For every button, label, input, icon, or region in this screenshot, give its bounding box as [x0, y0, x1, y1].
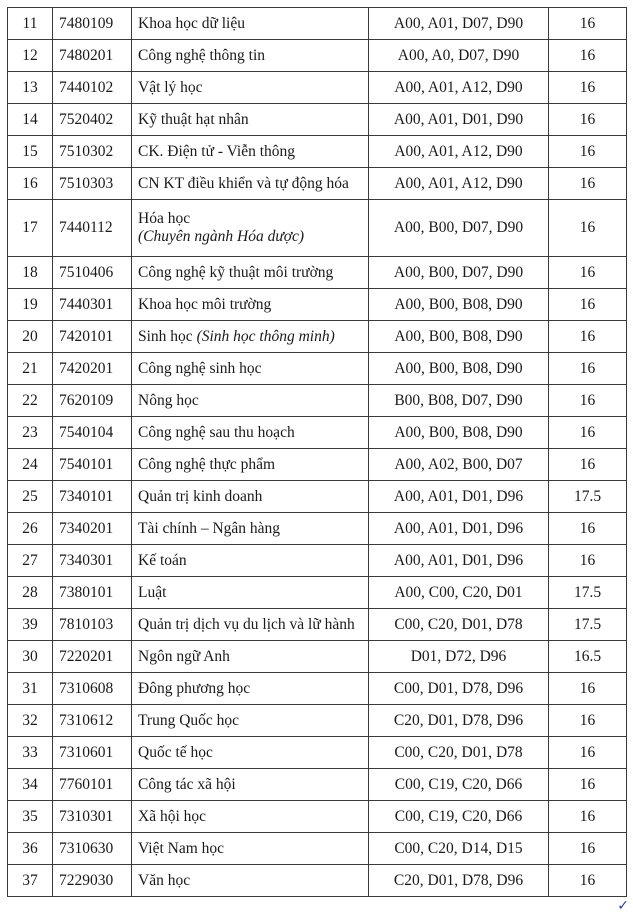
benchmark-score: 16 — [549, 737, 627, 769]
program-name: Công tác xã hội — [132, 769, 369, 801]
table-row — [8, 104, 627, 136]
row-number: 25 — [8, 481, 53, 513]
program-name-note: (Sinh học thông minh) — [196, 327, 335, 345]
subject-combinations: A00, B00, B08, D90 — [369, 353, 549, 385]
subject-combinations: A00, A02, B00, D07 — [369, 449, 549, 481]
table-row — [8, 449, 627, 481]
row-number: 36 — [8, 833, 53, 865]
program-name: Công nghệ thực phẩm — [132, 449, 369, 481]
program-code: 7340101 — [53, 481, 132, 513]
table-row — [8, 40, 627, 72]
program-code: 7540104 — [53, 417, 132, 449]
program-code: 7510302 — [53, 136, 132, 168]
subject-combinations: C20, D01, D78, D96 — [369, 865, 549, 897]
table-row — [8, 417, 627, 449]
program-code: 7520402 — [53, 104, 132, 136]
subject-combinations: A00, A01, D01, D96 — [369, 481, 549, 513]
program-code: 7420101 — [53, 321, 132, 353]
program-name — [132, 321, 369, 353]
row-number: 31 — [8, 673, 53, 705]
program-name: Trung Quốc học — [132, 705, 369, 737]
benchmark-score: 17.5 — [549, 577, 627, 609]
benchmark-score: 16 — [549, 72, 627, 104]
subject-combinations: A00, B00, B08, D90 — [369, 289, 549, 321]
row-number: 18 — [8, 257, 53, 289]
table-row — [8, 136, 627, 168]
program-name: Vật lý học — [132, 72, 369, 104]
row-number: 15 — [8, 136, 53, 168]
program-code: 7440112 — [53, 200, 132, 257]
benchmark-score: 16 — [549, 417, 627, 449]
subject-combinations: A00, B00, B08, D90 — [369, 417, 549, 449]
subject-combinations: A00, A01, A12, D90 — [369, 72, 549, 104]
subject-combinations: B00, B08, D07, D90 — [369, 385, 549, 417]
program-name: Công nghệ thông tin — [132, 40, 369, 72]
program-code: 7340301 — [53, 545, 132, 577]
row-number: 13 — [8, 72, 53, 104]
program-name: Kế toán — [132, 545, 369, 577]
program-code: 7510406 — [53, 257, 132, 289]
program-name: Quản trị dịch vụ du lịch và lữ hành — [132, 609, 369, 641]
row-number: 21 — [8, 353, 53, 385]
row-number: 33 — [8, 737, 53, 769]
program-code: 7620109 — [53, 385, 132, 417]
program-code: 7540101 — [53, 449, 132, 481]
benchmark-score: 16 — [549, 865, 627, 897]
benchmark-score: 17.5 — [549, 609, 627, 641]
row-number: 34 — [8, 769, 53, 801]
subject-combinations: C00, C20, D01, D78 — [369, 737, 549, 769]
subject-combinations: A00, A01, D07, D90 — [369, 8, 549, 40]
benchmark-score: 16 — [549, 104, 627, 136]
subject-combinations: A00, B00, D07, D90 — [369, 200, 549, 257]
subject-combinations: A00, A01, A12, D90 — [369, 136, 549, 168]
table-row — [8, 737, 627, 769]
row-number: 35 — [8, 801, 53, 833]
benchmark-score: 16 — [549, 200, 627, 257]
program-name: Khoa học dữ liệu — [132, 8, 369, 40]
table-row — [8, 545, 627, 577]
row-number: 26 — [8, 513, 53, 545]
program-code: 7420201 — [53, 353, 132, 385]
program-code: 7310612 — [53, 705, 132, 737]
benchmark-score: 17.5 — [549, 481, 627, 513]
table-row — [8, 200, 627, 257]
subject-combinations: C00, C19, C20, D66 — [369, 801, 549, 833]
benchmark-score: 16 — [549, 257, 627, 289]
program-name-text: Hóa học — [138, 210, 191, 227]
table-row — [8, 641, 627, 673]
table-row — [8, 168, 627, 200]
subject-combinations: C00, C19, C20, D66 — [369, 769, 549, 801]
program-name: Nông học — [132, 385, 369, 417]
table-body — [8, 8, 627, 897]
table-row — [8, 289, 627, 321]
table-row — [8, 353, 627, 385]
program-code: 7760101 — [53, 769, 132, 801]
benchmark-score: 16 — [549, 385, 627, 417]
benchmark-score: 16 — [549, 8, 627, 40]
row-number: 22 — [8, 385, 53, 417]
program-name: Quốc tế học — [132, 737, 369, 769]
subject-combinations: C00, C20, D14, D15 — [369, 833, 549, 865]
row-number: 17 — [8, 200, 53, 257]
program-name: Công nghệ sinh học — [132, 353, 369, 385]
row-number: 30 — [8, 641, 53, 673]
table-row — [8, 321, 627, 353]
table-row — [8, 801, 627, 833]
subject-combinations: D01, D72, D96 — [369, 641, 549, 673]
program-name: CN KT điều khiển và tự động hóa — [132, 168, 369, 200]
row-number: 23 — [8, 417, 53, 449]
program-name: Tài chính – Ngân hàng — [132, 513, 369, 545]
program-name: Xã hội học — [132, 801, 369, 833]
row-number: 32 — [8, 705, 53, 737]
subject-combinations: A00, A01, D01, D90 — [369, 104, 549, 136]
table-row — [8, 609, 627, 641]
row-number: 19 — [8, 289, 53, 321]
program-name-note: (Chuyên ngành Hóa dược) — [138, 228, 305, 245]
program-name: CK. Điện tử - Viễn thông — [132, 136, 369, 168]
program-name: Văn học — [132, 865, 369, 897]
table-row — [8, 385, 627, 417]
row-number: 24 — [8, 449, 53, 481]
check-mark-icon: ✓ — [617, 898, 629, 914]
benchmark-score: 16 — [549, 833, 627, 865]
benchmark-score: 16 — [549, 673, 627, 705]
table-row — [8, 257, 627, 289]
program-name — [132, 200, 369, 257]
table-row — [8, 673, 627, 705]
program-code: 7310301 — [53, 801, 132, 833]
row-number: 11 — [8, 8, 53, 40]
program-code: 7310601 — [53, 737, 132, 769]
benchmark-score: 16 — [549, 801, 627, 833]
benchmark-score: 16 — [549, 40, 627, 72]
program-name: Công nghệ kỹ thuật môi trường — [132, 257, 369, 289]
program-code: 7480109 — [53, 8, 132, 40]
benchmark-score: 16 — [549, 449, 627, 481]
table-row — [8, 865, 627, 897]
benchmark-score: 16 — [549, 705, 627, 737]
program-name: Đông phương học — [132, 673, 369, 705]
program-name: Quản trị kinh doanh — [132, 481, 369, 513]
program-name: Công nghệ sau thu hoạch — [132, 417, 369, 449]
subject-combinations: A00, A01, D01, D96 — [369, 513, 549, 545]
subject-combinations: A00, B00, D07, D90 — [369, 257, 549, 289]
program-code: 7310608 — [53, 673, 132, 705]
program-name: Kỹ thuật hạt nhân — [132, 104, 369, 136]
benchmark-score: 16 — [549, 136, 627, 168]
program-code: 7480201 — [53, 40, 132, 72]
subject-combinations: A00, B00, B08, D90 — [369, 321, 549, 353]
table-row — [8, 513, 627, 545]
subject-combinations: A00, A0, D07, D90 — [369, 40, 549, 72]
subject-combinations: C20, D01, D78, D96 — [369, 705, 549, 737]
row-number: 16 — [8, 168, 53, 200]
program-code: 7220201 — [53, 641, 132, 673]
row-number: 27 — [8, 545, 53, 577]
program-name: Khoa học môi trường — [132, 289, 369, 321]
program-name-text: Sinh học — [138, 327, 193, 345]
program-code: 7440102 — [53, 72, 132, 104]
row-number: 39 — [8, 609, 53, 641]
subject-combinations: A00, A01, D01, D96 — [369, 545, 549, 577]
benchmark-score: 16 — [549, 769, 627, 801]
row-number: 37 — [8, 865, 53, 897]
table-row — [8, 481, 627, 513]
table-row — [8, 72, 627, 104]
benchmark-score: 16.5 — [549, 641, 627, 673]
subject-combinations: A00, C00, C20, D01 — [369, 577, 549, 609]
program-code: 7340201 — [53, 513, 132, 545]
program-code: 7310630 — [53, 833, 132, 865]
benchmark-score: 16 — [549, 545, 627, 577]
benchmark-score: 16 — [549, 513, 627, 545]
row-number: 14 — [8, 104, 53, 136]
program-name: Luật — [132, 577, 369, 609]
row-number: 12 — [8, 40, 53, 72]
row-number: 20 — [8, 321, 53, 353]
program-code: 7440301 — [53, 289, 132, 321]
program-code: 7810103 — [53, 609, 132, 641]
table-row — [8, 833, 627, 865]
table-row — [8, 577, 627, 609]
benchmark-score: 16 — [549, 168, 627, 200]
benchmark-score: 16 — [549, 289, 627, 321]
benchmark-score: 16 — [549, 321, 627, 353]
row-number: 28 — [8, 577, 53, 609]
table-row — [8, 8, 627, 40]
program-name: Ngôn ngữ Anh — [132, 641, 369, 673]
subject-combinations: A00, A01, A12, D90 — [369, 168, 549, 200]
program-code: 7380101 — [53, 577, 132, 609]
program-code: 7229030 — [53, 865, 132, 897]
table-row — [8, 705, 627, 737]
subject-combinations: C00, D01, D78, D96 — [369, 673, 549, 705]
admissions-table — [7, 7, 627, 897]
benchmark-score: 16 — [549, 353, 627, 385]
program-name: Việt Nam học — [132, 833, 369, 865]
subject-combinations: C00, C20, D01, D78 — [369, 609, 549, 641]
table-row — [8, 769, 627, 801]
program-code: 7510303 — [53, 168, 132, 200]
